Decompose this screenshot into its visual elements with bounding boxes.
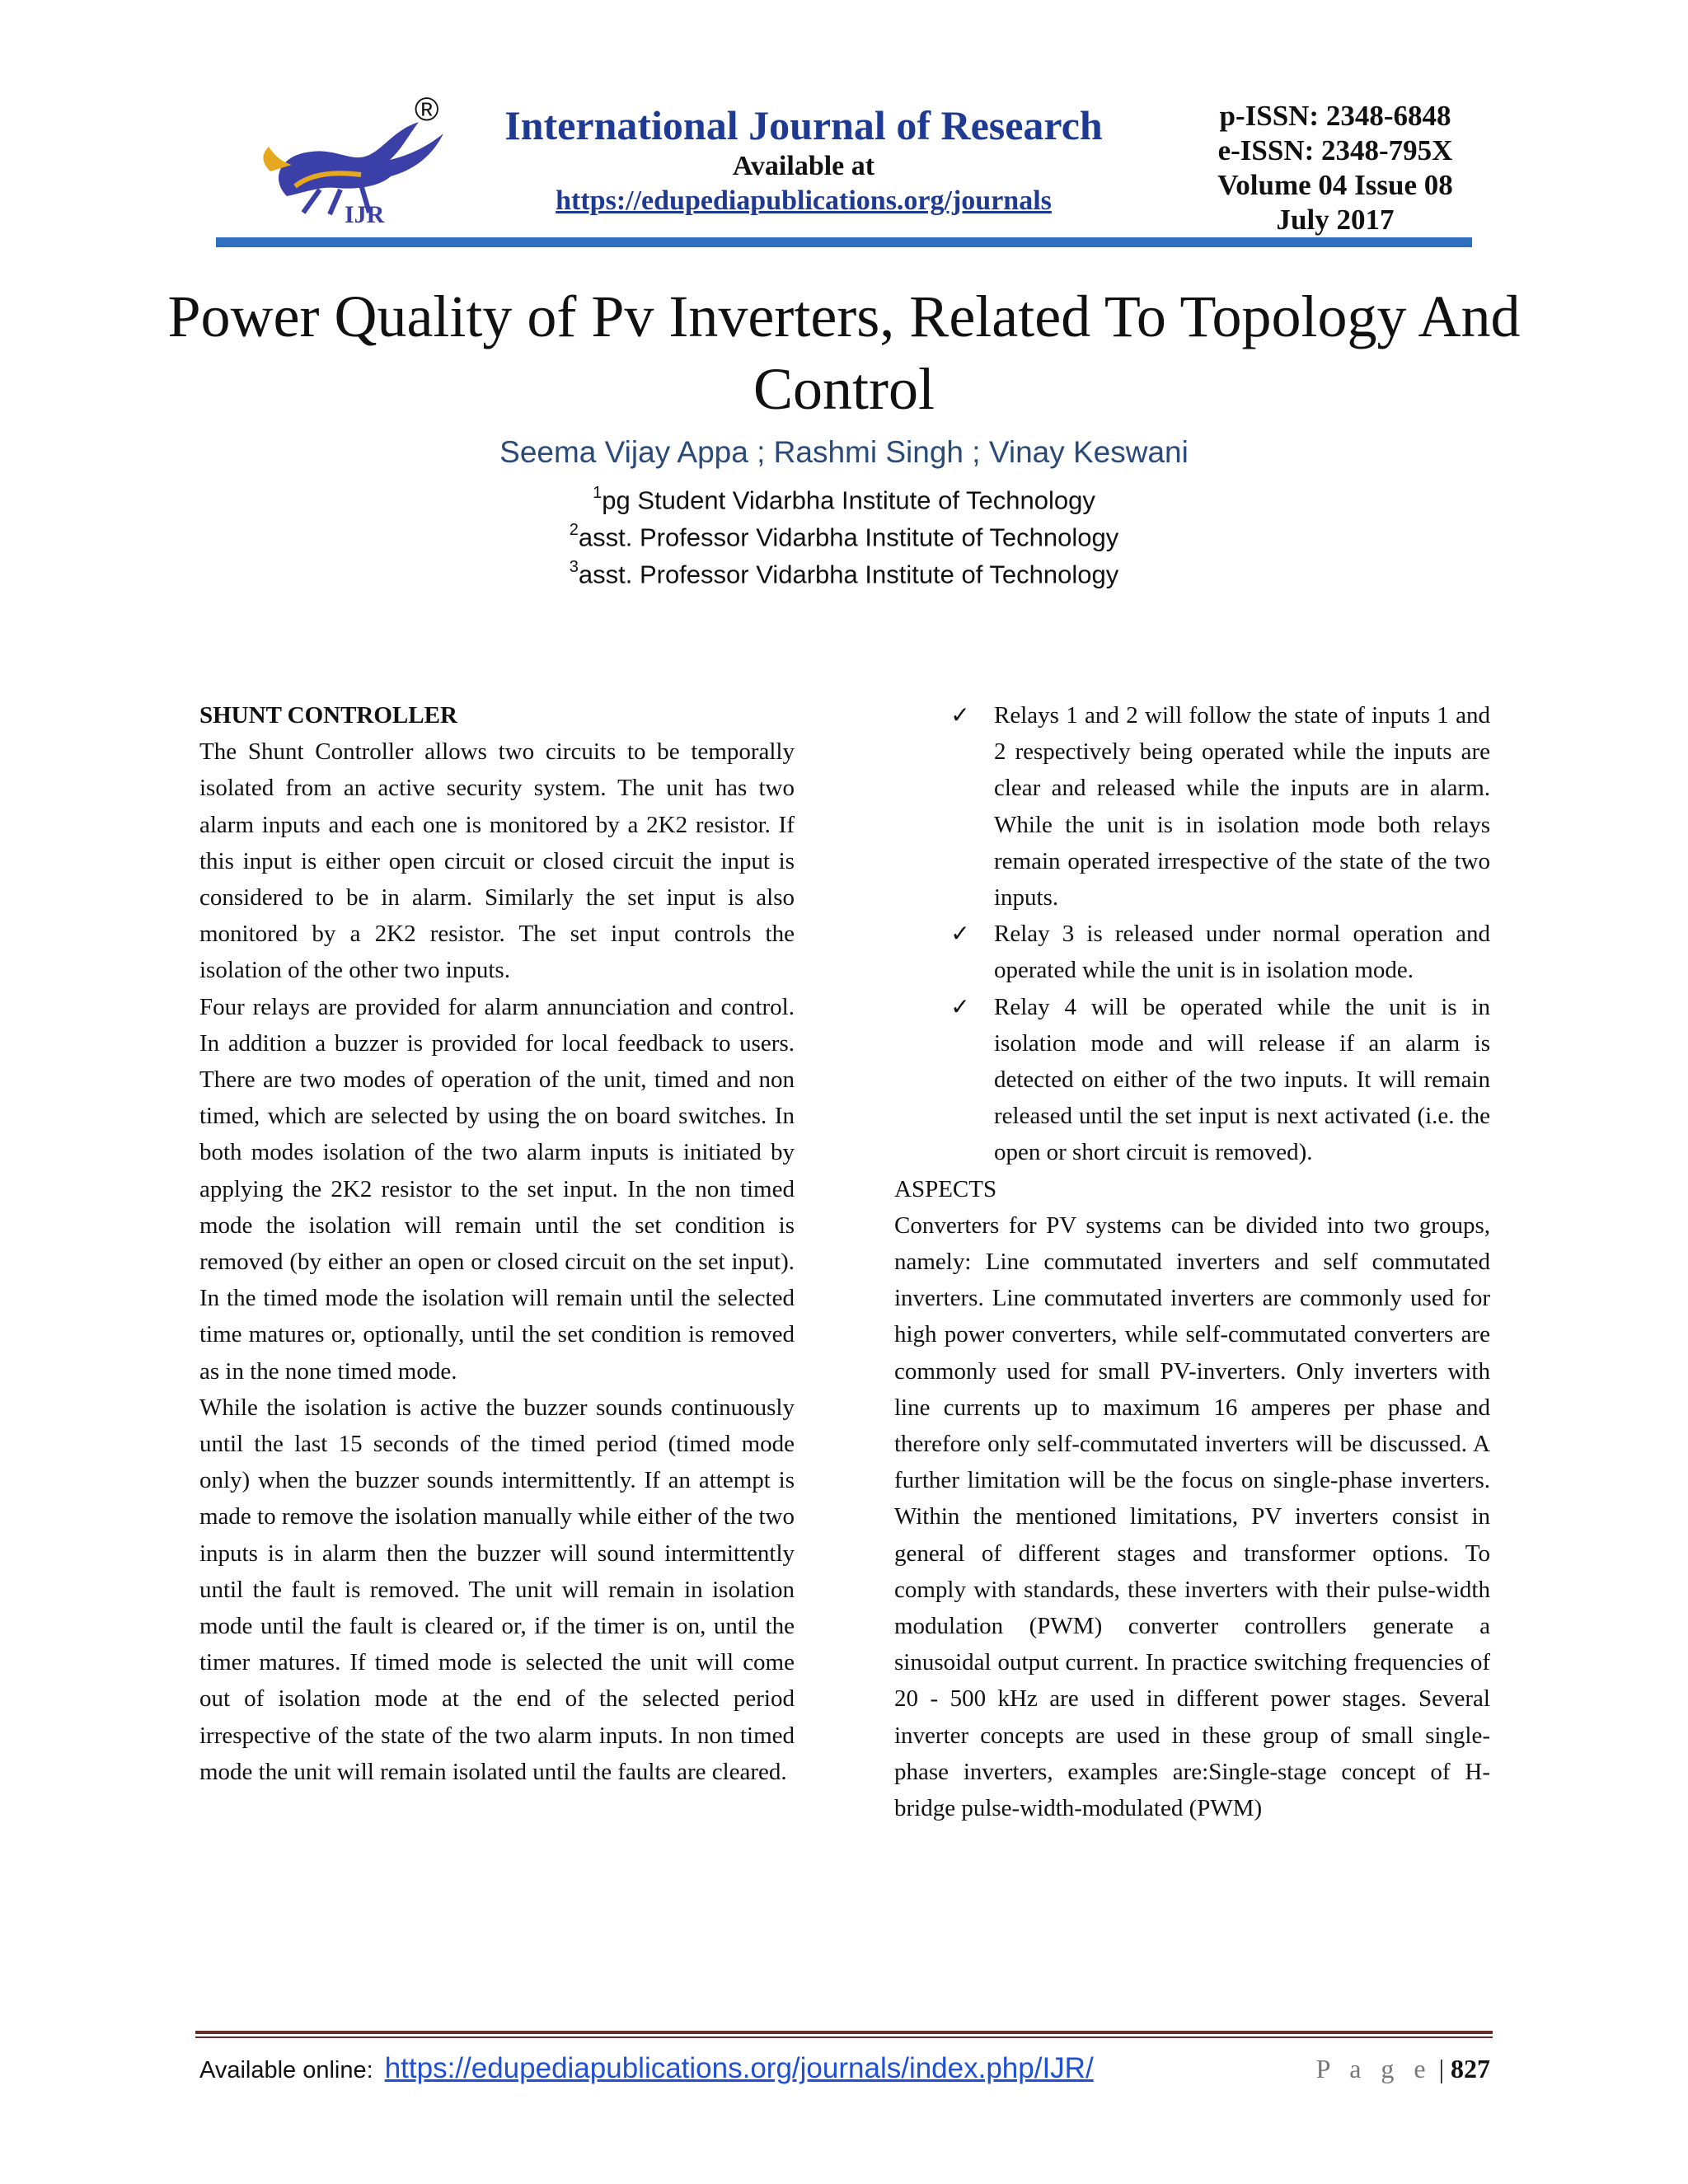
- svg-text:IJR: IJR: [345, 201, 385, 228]
- section-heading-aspects: ASPECTS: [894, 1175, 997, 1202]
- pegasus-logo-icon: [237, 97, 453, 229]
- affiliation-1-marker: 1: [593, 484, 603, 502]
- paragraph: Converters for PV systems can be divided into two groups, namely: Line commutated inverters and self commutated inverters. Line commutated inverters are commonly used for high power converters, while self-commutated converters are commonly used for small PV-inverters. Only inverters with line currents up to maximum 16 amperes per phase and therefore only self-commutated inverters will be discussed. A further limitation will be the focus on single-phase inverters. Within the mentioned limitations, PV inverters consist in general of different stages and transformer options. To comply with standards, these inverters with their pulse-width modulation (PWM) converter controllers generate a sinusoidal output current. In practice switching frequencies of 20 - 500 kHz are used in different power stages. Several inverter concepts are used in these group of small single-phase inverters, examples are:Single-stage concept of H-bridge pulse-width-modulated (PWM): [894, 1212, 1490, 1822]
- list-item-text: Relay 3 is released under normal operation and operated while the unit is in isolation mode.: [994, 921, 1490, 984]
- paper-title-line-2: Control: [753, 356, 935, 422]
- paper-title: [165, 280, 1523, 425]
- list-item: [894, 697, 1490, 916]
- affiliation-1: [165, 478, 1523, 517]
- header-divider: [216, 237, 1472, 247]
- paragraph: While the isolation is active the buzzer sounds continuously until the last 15 seconds of the timed period (timed mode only) when the buzzer sounds intermittently. If an attempt is made to remove the isolation manually while either of the two inputs is in alarm then the buzzer will sound intermittently until the fault is removed. The unit will remain in isolation mode until the fault is cleared or, if the timer is on, until the timer matures. If timed mode is selected the unit will come out of isolation mode at the end of the selected period irrespective of the state of the two alarm inputs. In non timed mode the unit will remain isolated until the faults are cleared.: [199, 1394, 795, 1785]
- affiliation-2-marker: 2: [569, 521, 579, 539]
- checkmark-icon: ✓: [950, 920, 970, 948]
- journal-title: International Journal of Research: [504, 102, 1103, 148]
- issn-block: [1170, 99, 1500, 237]
- affiliation-3-marker: 3: [569, 558, 579, 576]
- left-column: [199, 697, 795, 1790]
- relay-bullet-list: [894, 697, 1490, 1171]
- affiliation-3-text: asst. Professor Vidarbha Institute of Technology: [578, 560, 1119, 589]
- page-label: P a g e: [1315, 2054, 1432, 2083]
- e-issn: e-ISSN: 2348-795X: [1217, 134, 1453, 166]
- page-indicator: [1316, 2052, 1490, 2085]
- journal-url-link[interactable]: https://edupediapublications.org/journals: [556, 185, 1052, 216]
- checkmark-icon: ✓: [950, 992, 970, 1020]
- affiliation-1-text: pg Student Vidarbha Institute of Technology: [602, 485, 1095, 515]
- section-heading-shunt-controller: SHUNT CONTROLLER: [199, 702, 457, 729]
- checkmark-icon: ✓: [950, 701, 970, 729]
- list-item: [894, 989, 1490, 1171]
- paper-title-line-1: Power Quality of Pv Inverters, Related To Topology And: [167, 284, 1521, 349]
- available-online-label: Available online:: [199, 2057, 373, 2083]
- available-at-label: Available at: [732, 151, 875, 181]
- list-item: [894, 916, 1490, 988]
- affiliation-2: [165, 515, 1523, 554]
- page-number: 827: [1451, 2054, 1490, 2083]
- p-issn: p-ISSN: 2348-6848: [1219, 100, 1451, 132]
- paragraph: The Shunt Controller allows two circuits to be temporally isolated from an active security system. The unit has two alarm inputs and each one is monitored by a 2K2 resistor. If this input is either open circuit or closed circuit the input is considered to be in alarm. Similarly the set input is also monitored by a 2K2 resistor. The set input controls the isolation of the other two inputs.: [199, 738, 795, 984]
- list-item-text: Relay 4 will be operated while the unit is in isolation mode and will release if an alarm is detected on either of the two inputs. It will remain released until the set input is next activated (i.e. the open or short circuit is removed).: [994, 993, 1490, 1166]
- affiliation-3: [165, 552, 1523, 591]
- footer-availability: [199, 2052, 1094, 2087]
- issue-date: July 2017: [1276, 204, 1395, 236]
- list-item-text: Relays 1 and 2 will follow the state of inputs 1 and 2 respectively being operated while the inputs are clear and released while the inputs are in alarm. While the unit is in isolation mode both relays remain operated irrespective of the state of the two inputs.: [994, 702, 1490, 912]
- svg-text:®: ®: [415, 97, 439, 128]
- author-list: Seema Vijay Appa ; Rashmi Singh ; Vinay Keswani: [499, 435, 1189, 469]
- paragraph: Four relays are provided for alarm annunciation and control. In addition a buzzer is provided for local feedback to users. There are two modes of operation of the unit, timed and non timed, which are selected by using the on board switches. In both modes isolation of the two alarm inputs is initiated by applying the 2K2 resistor to the set input. In the non timed mode the isolation will remain until the set condition is removed (by either an open or closed circuit on the set input). In the timed mode the isolation will remain until the selected time matures or, optionally, until the set condition is removed as in the none timed mode.: [199, 993, 795, 1385]
- right-column: [894, 697, 1490, 1826]
- footer-divider: [195, 2031, 1493, 2034]
- page-separator: |: [1438, 2054, 1444, 2083]
- footer-url-link[interactable]: https://edupediapublications.org/journals/index.php/IJR/: [384, 2052, 1094, 2084]
- affiliation-2-text: asst. Professor Vidarbha Institute of Technology: [578, 523, 1119, 552]
- volume-issue: Volume 04 Issue 08: [1217, 169, 1453, 201]
- journal-logo: [237, 97, 453, 229]
- footer-divider-thin: [195, 2036, 1493, 2038]
